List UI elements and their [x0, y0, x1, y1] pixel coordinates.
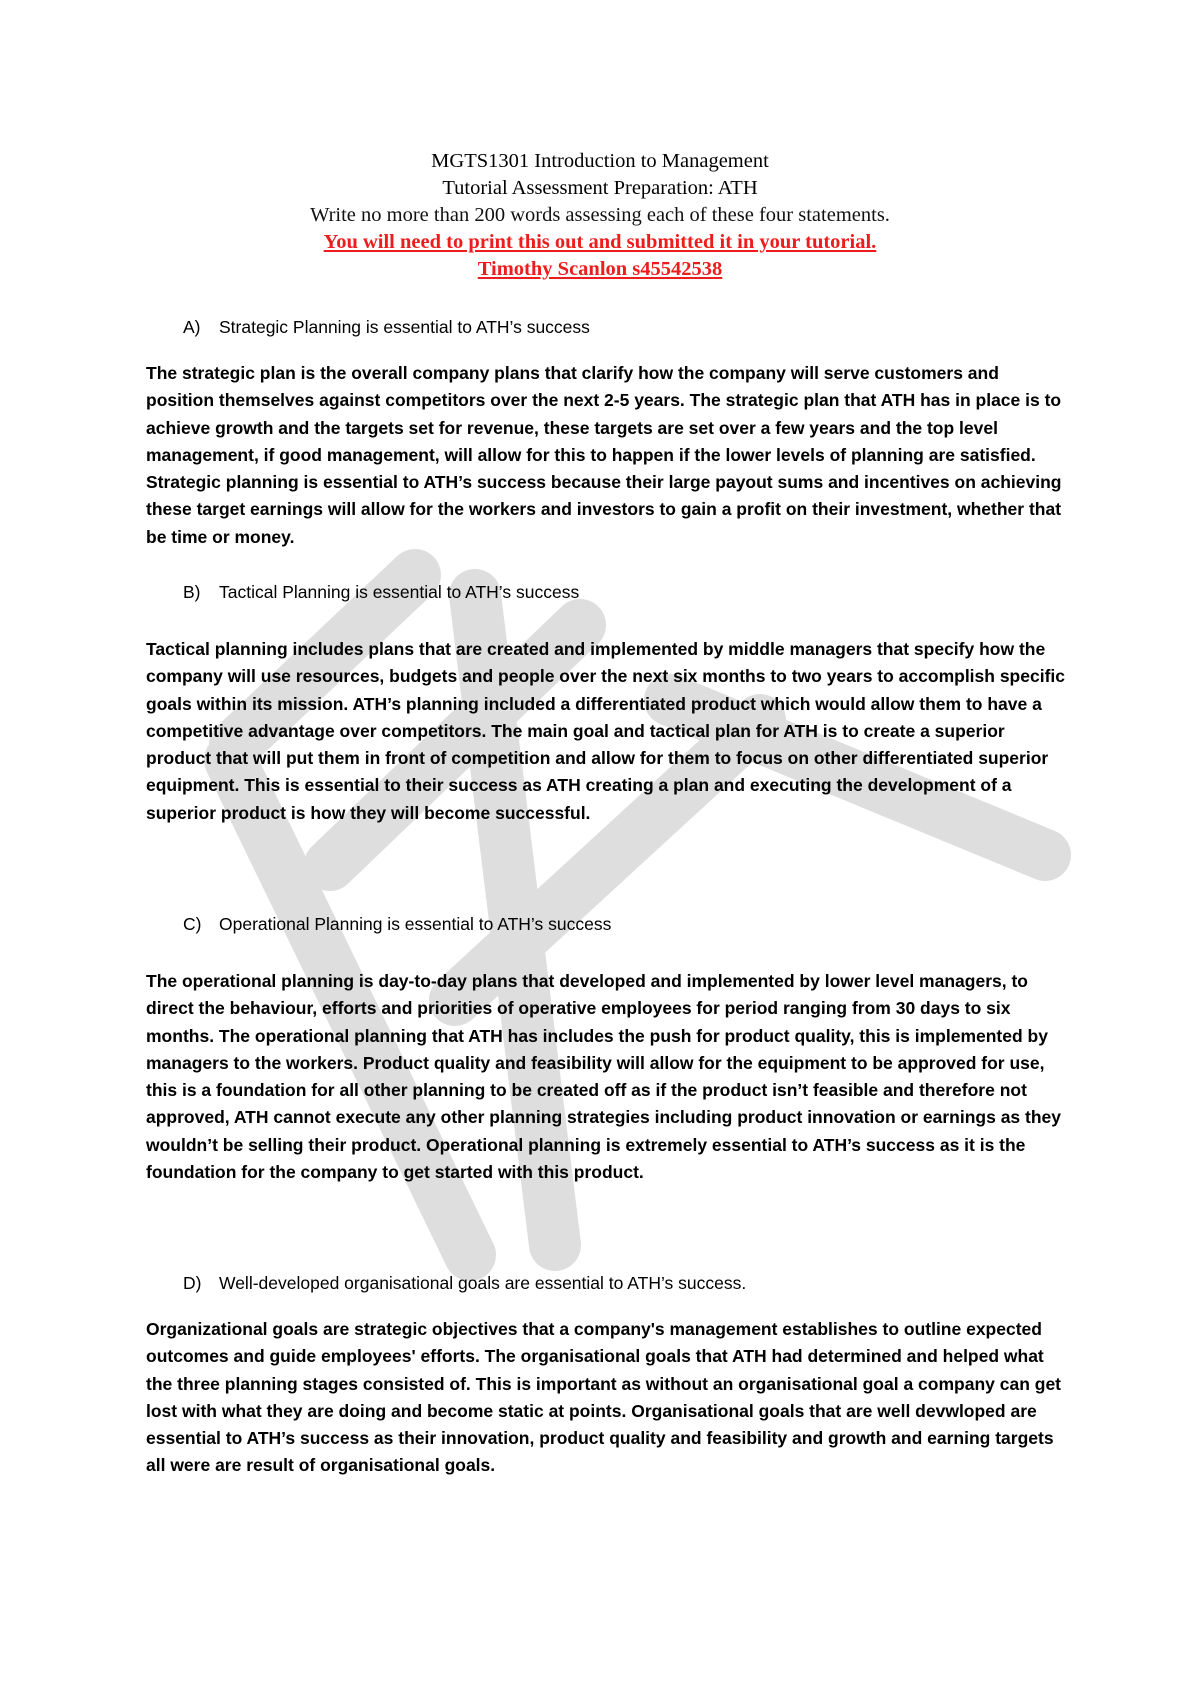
- section-letter: D): [183, 1273, 202, 1293]
- student-name: Timothy Scanlon s45542538: [477, 258, 723, 280]
- section-heading-text: Tactical Planning is essential to ATH’s success: [219, 582, 580, 602]
- section-body-b: Tactical planning includes plans that are created and implemented by middle managers that specify how the company will use resources, budgets and people over the next six months to two years to accomplish specific goals within its mission. ATH’s planning included a differentiated product which would allow them to have a competitive advantage over competitors. The main goal and tactical plan for ATH is to create a superior product that will put them in front of competition and allow for them to focus on other differentiated superior equipment. This is essential to their success as ATH creating a plan and executing the development of a superior product is how they will become successful.: [146, 639, 1065, 823]
- section-heading-text: Strategic Planning is essential to ATH’s success: [219, 317, 590, 337]
- section-heading-a: [183, 315, 590, 339]
- course-title: MGTS1301 Introduction to Management: [431, 150, 769, 172]
- print-notice: You will need to print this out and submitted it in your tutorial.: [323, 231, 877, 253]
- section-heading-text: Operational Planning is essential to ATH’s success: [219, 914, 612, 934]
- section-heading-d: [183, 1271, 746, 1295]
- instruction-text: Write no more than 200 words assessing each of these four statements.: [310, 204, 890, 226]
- assessment-title: Tutorial Assessment Preparation: ATH: [442, 177, 758, 199]
- section-letter: A): [183, 317, 201, 337]
- document-header: [0, 148, 1200, 283]
- section-body-d: Organizational goals are strategic objectives that a company's management establishes to outline expected outcomes and guide employees' efforts. The organisational goals that ATH had determined and helped what the three planning stages consisted of. This is important as without an organisational goal a company can get lost with what they are doing and become static at points. Organisational goals that are well devwloped are essential to ATH’s success as their innovation, product quality and feasibility and growth and earning targets all were are result of organisational goals.: [146, 1319, 1062, 1476]
- section-heading-text: Well-developed organisational goals are essential to ATH’s success.: [219, 1273, 747, 1293]
- section-heading-c: [183, 912, 611, 936]
- section-letter: C): [183, 914, 202, 934]
- section-body-a: The strategic plan is the overall company plans that clarify how the company will serve customers and position themselves against competitors over the next 2-5 years. The strategic plan that ATH has in place is to achieve growth and the targets set for revenue, these targets are set over a few years and the top level management, if good management, will allow for this to happen if the lower levels of planning are satisfied. Strategic planning is essential to ATH’s success because their large payout sums and incentives on achieving these target earnings will allow for the workers and investors to gain a profit on their investment, whether that be time or money.: [146, 363, 1062, 547]
- section-letter: B): [183, 582, 201, 602]
- section-body-c: The operational planning is day-to-day plans that developed and implemented by lower level managers, to direct the behaviour, efforts and priorities of operative employees for period ranging from 30 days to six months. The operational planning that ATH has includes the push for product quality, this is implemented by managers to the workers. Product quality and feasibility will allow for the equipment to be approved for use, this is a foundation for all other planning to be created off as if the product isn’t feasible and therefore not approved, ATH cannot execute any other planning strategies including product innovation or earnings as they wouldn’t be selling their product. Operational planning is extremely essential to ATH’s success as it is the foundation for the company to get started with this product.: [146, 971, 1061, 1183]
- section-heading-b: [183, 580, 579, 604]
